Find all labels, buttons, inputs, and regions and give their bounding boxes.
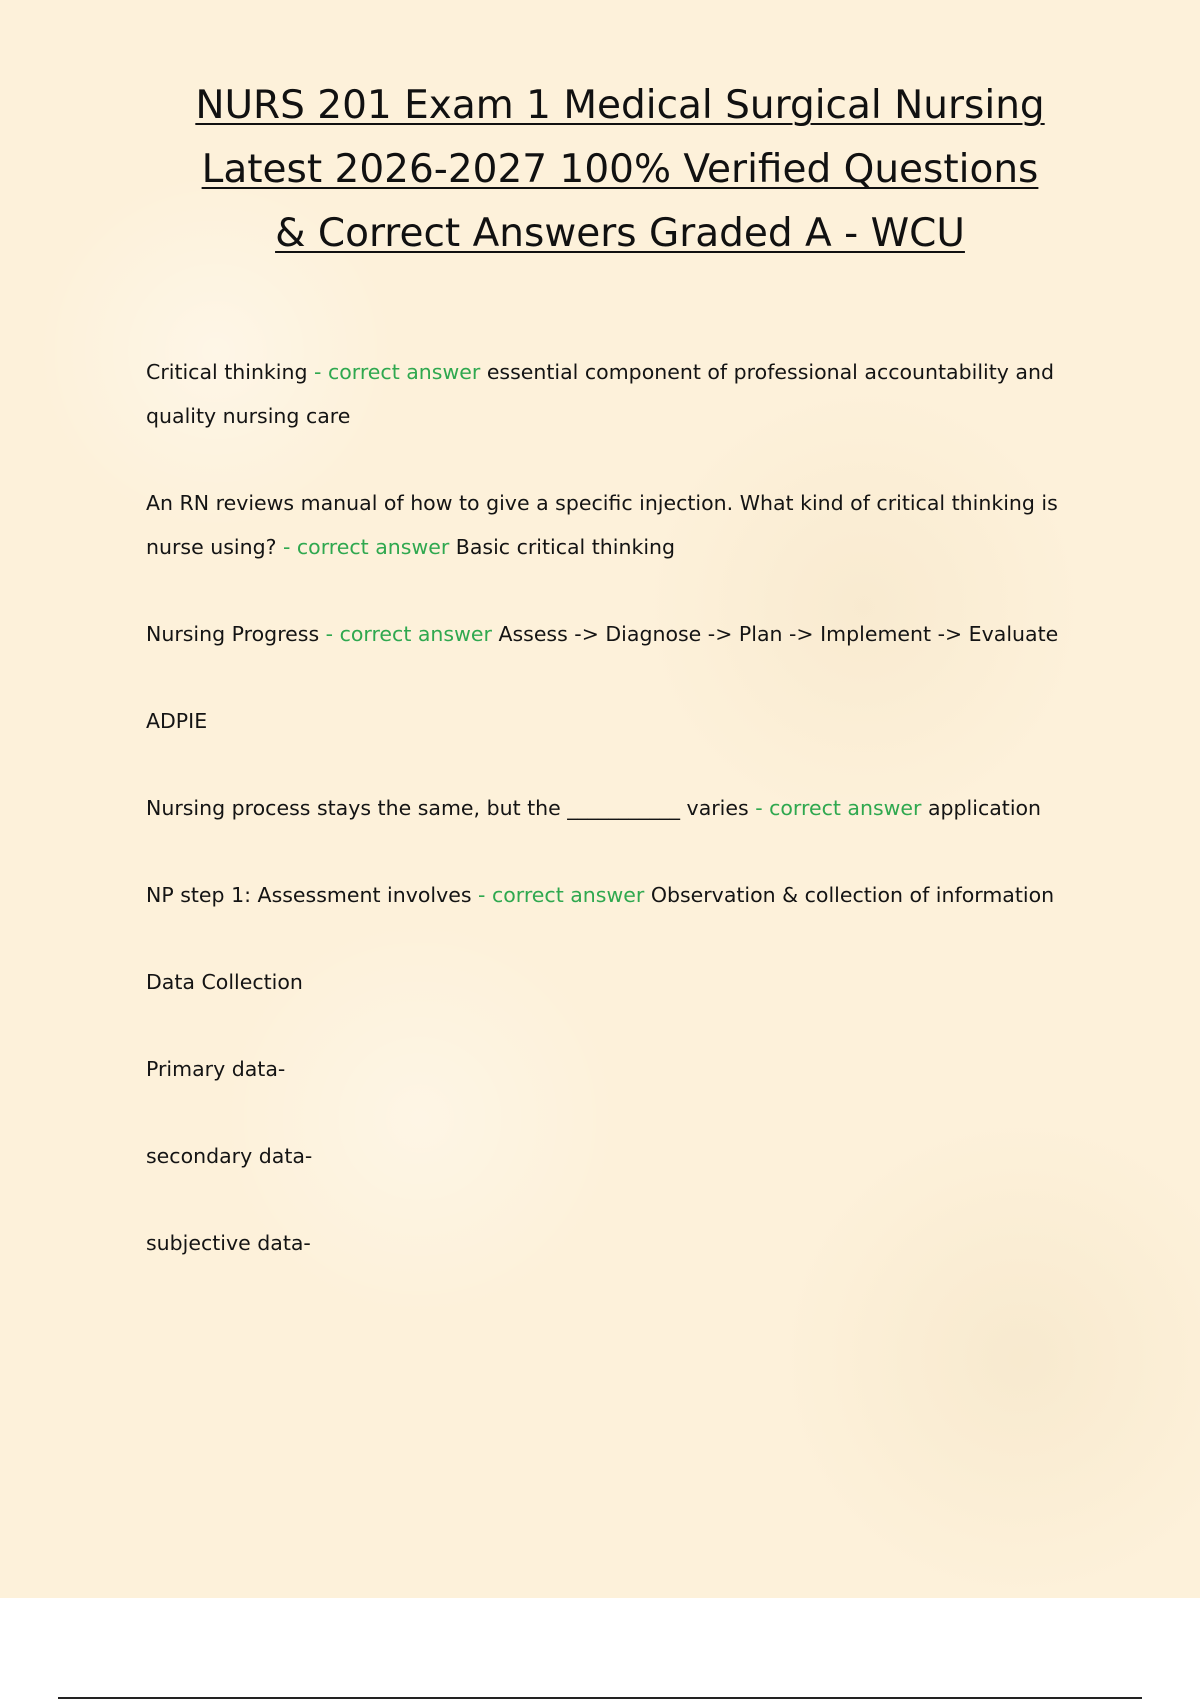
correct-answer-marker: - correct answer <box>307 360 487 384</box>
title-line-1: NURS 201 Exam 1 Medical Surgical Nursing <box>195 83 1045 128</box>
correct-answer-marker: - correct answer <box>276 535 456 559</box>
document-title <box>100 74 1140 266</box>
answer-text: Observation & collection of information <box>650 883 1055 907</box>
note-line: secondary data- <box>146 1144 313 1168</box>
answer-text: essential component of professional accountability and quality nursing care <box>146 360 1054 428</box>
correct-answer-marker: - correct answer <box>748 796 928 820</box>
page-divider <box>58 1697 1142 1699</box>
answer-text: Basic critical thinking <box>455 535 676 559</box>
question-text: NP step 1: Assessment involves <box>146 883 472 907</box>
question-text: An RN reviews manual of how to give a specific injection. What kind of critical thinking is nurse using? <box>146 491 1058 559</box>
qa-entry <box>146 786 1086 830</box>
question-text: Nursing process stays the same, but the ___________ varies <box>146 796 749 820</box>
qa-entry <box>146 350 1086 438</box>
qa-entry <box>146 873 1086 917</box>
qa-entry <box>146 612 1086 656</box>
title-line-3: & Correct Answers Graded A - WCU <box>275 211 965 256</box>
question-text: Nursing Progress <box>146 622 320 646</box>
qa-list <box>146 350 1086 1265</box>
question-text: Critical thinking <box>146 360 308 384</box>
title-line-2: Latest 2026-2027 100% Verified Questions <box>201 147 1039 192</box>
answer-text: application <box>927 796 1042 820</box>
answer-text: Assess -> Diagnose -> Plan -> Implement -> Evaluate <box>498 622 1059 646</box>
note-line: Primary data- <box>146 1057 286 1081</box>
note-line: Data Collection <box>146 970 303 994</box>
qa-entry <box>146 481 1086 569</box>
note-line: ADPIE <box>146 709 208 733</box>
note-line: subjective data- <box>146 1231 311 1255</box>
correct-answer-marker: - correct answer <box>471 883 651 907</box>
correct-answer-marker: - correct answer <box>319 622 499 646</box>
